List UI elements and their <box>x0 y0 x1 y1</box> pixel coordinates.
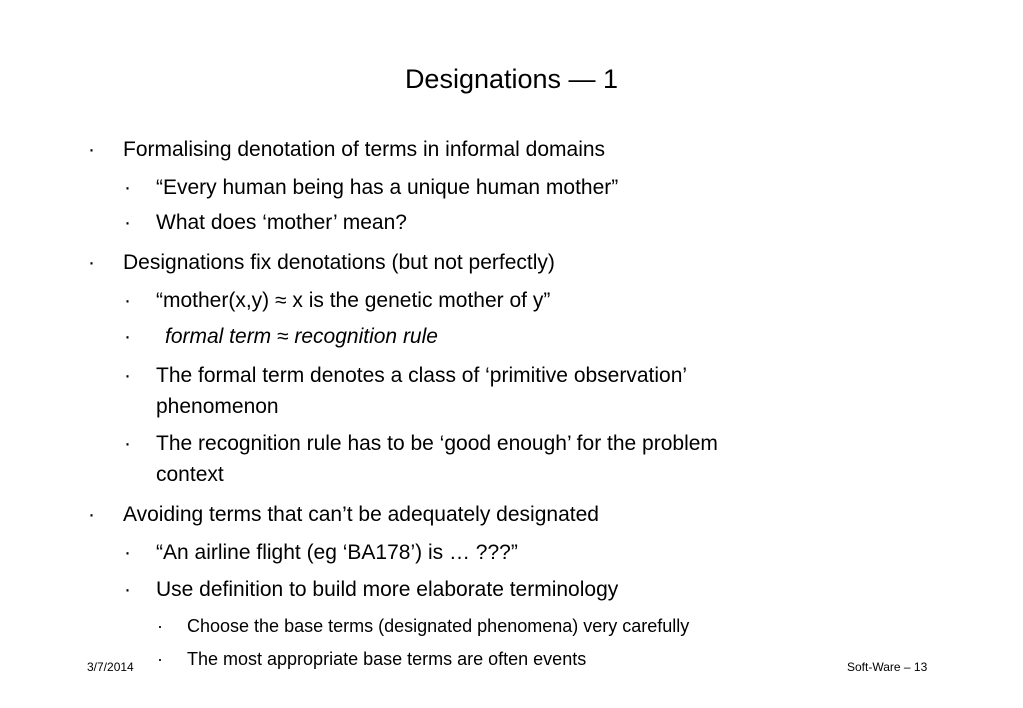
bullet-text: Formalising denotation of terms in informal domains <box>123 138 606 161</box>
bullet-marker: · <box>157 616 163 636</box>
bullet-text-line-1: The formal term denotes a class of ‘primitive observation’ <box>156 364 688 387</box>
bullet-marker: · <box>88 138 95 161</box>
bullet-text-line-1: The recognition rule has to be ‘good enough’ for the problem <box>156 432 718 455</box>
bullet-marker: · <box>88 251 95 274</box>
bullet-marker: · <box>88 503 95 526</box>
bullet-text: What does ‘mother’ mean? <box>156 211 407 234</box>
bullet-text: Use definition to build more elaborate terminology <box>156 578 619 601</box>
bullet-marker: · <box>124 211 131 234</box>
bullet-marker: · <box>124 325 131 348</box>
bullet-text: “mother(x,y) ≈ x is the genetic mother of y” <box>156 289 551 312</box>
footer-date: 3/7/2014 <box>87 660 134 674</box>
bullet-marker: · <box>124 176 131 199</box>
bullet-marker: · <box>124 432 131 455</box>
slide-title: Designations — 1 <box>404 64 619 94</box>
bullet-marker: · <box>124 578 131 601</box>
bullet-text: Avoiding terms that can’t be adequately designated <box>123 503 599 526</box>
bullet-text: formal term ≈ recognition rule <box>165 325 438 348</box>
bullet-text: Choose the base terms (designated phenomena) very carefully <box>187 616 690 636</box>
bullet-marker: · <box>124 364 131 387</box>
bullet-text-line-2: context <box>156 463 224 486</box>
bullet-text: “Every human being has a unique human mother” <box>156 176 619 199</box>
footer-page-number: Soft-Ware – 13 <box>847 660 928 674</box>
bullet-marker: · <box>157 649 163 669</box>
bullet-marker: · <box>124 541 131 564</box>
bullet-text: “An airline flight (eg ‘BA178’) is … ???” <box>156 541 518 564</box>
bullet-text: Designations fix denotations (but not perfectly) <box>123 251 555 274</box>
bullet-text: The most appropriate base terms are often events <box>187 649 587 669</box>
bullet-marker: · <box>124 289 131 312</box>
bullet-text-line-2: phenomenon <box>156 395 279 418</box>
